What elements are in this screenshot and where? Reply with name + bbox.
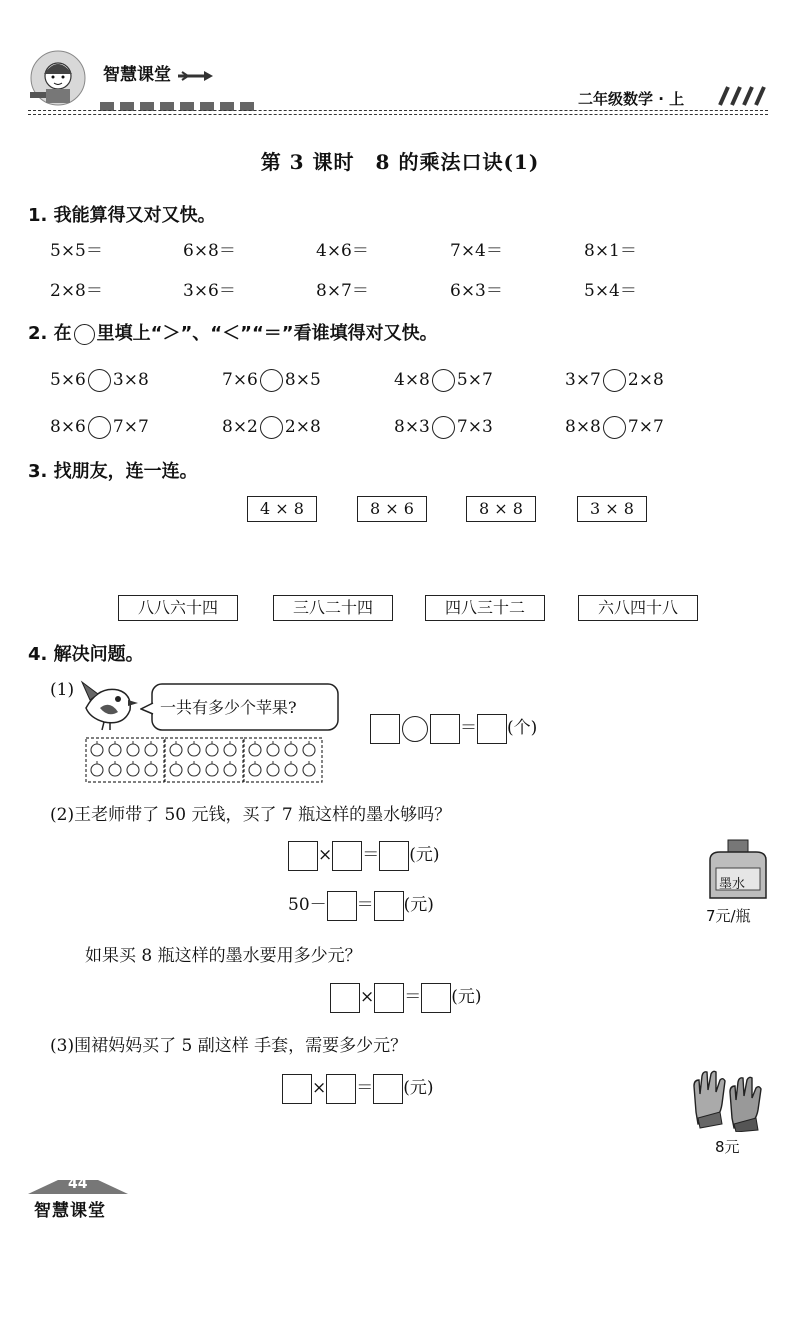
q3-expr-card[interactable]: 3 × 8 (577, 496, 647, 522)
q1-item: 6×8＝ (183, 241, 236, 261)
compare-circle[interactable] (432, 416, 455, 439)
q1-item: 2×8＝ (50, 281, 103, 301)
unit-label: (元) (403, 1078, 434, 1098)
q1-item: 5×5＝ (50, 241, 103, 261)
operator-circle[interactable] (402, 716, 428, 742)
girl-mascot-icon (22, 48, 92, 108)
equals-sign: ＝ (460, 718, 477, 738)
compare-circle[interactable] (88, 416, 111, 439)
header-arrow-icon (178, 68, 214, 87)
times-sign: × (360, 987, 375, 1007)
q4-p3-equation (282, 1073, 434, 1104)
q3-expr-card[interactable]: 8 × 6 (357, 496, 427, 522)
q1-item: 8×7＝ (316, 281, 369, 301)
q2-title (28, 319, 438, 345)
q2-right-expr: 7×7 (627, 417, 664, 437)
unit-label: (个) (507, 718, 538, 738)
q4-p2-equation-3 (330, 982, 482, 1013)
lesson-title: 第 3 课时 8 的乘法口诀(1) (260, 150, 540, 174)
compare-circle[interactable] (603, 369, 626, 392)
q1-item: 3×6＝ (183, 281, 236, 301)
gloves-icon (690, 1068, 768, 1136)
header-decor-blocks (100, 96, 260, 115)
ink-price: 7元/瓶 (706, 907, 751, 925)
header-grade-subject: 二年级数学 · 上 (578, 90, 685, 108)
q2-left-expr: 5×6 (50, 370, 86, 390)
q2-left-expr: 4×8 (394, 370, 430, 390)
answer-box[interactable] (327, 891, 357, 921)
q2-title-pre: 2. 在 (28, 323, 72, 344)
compare-circle[interactable] (260, 369, 283, 392)
q2-item (394, 369, 493, 392)
answer-box[interactable] (288, 841, 318, 871)
compare-circle[interactable] (432, 369, 455, 392)
q2-item (565, 369, 664, 392)
unit-label: (元) (403, 895, 434, 915)
equals-sign: ＝ (362, 845, 380, 865)
q4-p2-question: (2)王老师带了 50 元钱，买了 7 瓶这样的墨水够吗？ (50, 805, 452, 825)
q2-item (565, 416, 664, 439)
q3-rhyme-card[interactable]: 四八三十二 (425, 595, 545, 621)
equals-sign: ＝ (404, 987, 422, 1007)
q4-p1-label: (1) (50, 680, 75, 700)
q2-right-expr: 8×5 (284, 370, 321, 390)
answer-box[interactable] (326, 1074, 356, 1104)
header-divider (28, 110, 768, 111)
q3-rhyme-card[interactable]: 三八二十四 (273, 595, 393, 621)
q2-left-expr: 8×6 (50, 417, 86, 437)
q2-right-expr: 2×8 (284, 417, 321, 437)
equals-sign: ＝ (356, 1078, 374, 1098)
q2-item (222, 416, 321, 439)
unit-label: (元) (451, 987, 482, 1007)
header-divider-2 (28, 114, 768, 115)
answer-box[interactable] (379, 841, 409, 871)
q1-item: 8×1＝ (584, 241, 637, 261)
answer-box[interactable] (477, 714, 507, 744)
q1-title: 1. 我能算得又对又快。 (28, 205, 216, 226)
apple-box (85, 737, 325, 787)
q4-title: 4. 解决问题。 (28, 644, 144, 665)
answer-box[interactable] (374, 983, 404, 1013)
ink-bottle-icon (706, 838, 770, 906)
q4-p2-equation-2 (288, 890, 434, 921)
answer-box[interactable] (373, 1074, 403, 1104)
q4-p2-question-2: 如果买 8 瓶这样的墨水要用多少元？ (85, 946, 362, 966)
q2-left-expr: 7×6 (222, 370, 258, 390)
bird-icon (80, 672, 140, 736)
q2-item (222, 369, 321, 392)
answer-box[interactable] (421, 983, 451, 1013)
q4-p3-question: (3)围裙妈妈买了 5 副这样 手套，需要多少元？ (50, 1036, 408, 1056)
header-logo (22, 48, 92, 108)
q3-expr-card[interactable]: 8 × 8 (466, 496, 536, 522)
q2-left-expr: 8×2 (222, 417, 258, 437)
q2-left-expr: 8×8 (565, 417, 601, 437)
q2-item (50, 416, 149, 439)
q1-item: 6×3＝ (450, 281, 503, 301)
q1-item: 7×4＝ (450, 241, 503, 261)
equals-sign: ＝ (356, 895, 374, 915)
q2-right-expr: 7×3 (456, 417, 493, 437)
footer-brand: 智慧课堂 (34, 1201, 106, 1221)
q2-title-post: 里填上“＞”、“＜”“＝”看谁填得对又快。 (96, 323, 438, 344)
times-sign: × (318, 845, 333, 865)
q3-rhyme-card[interactable]: 八八六十四 (118, 595, 238, 621)
compare-circle-icon (74, 324, 95, 345)
q3-expr-card[interactable]: 4 × 8 (247, 496, 317, 522)
q3-rhyme-card[interactable]: 六八四十八 (578, 595, 698, 621)
answer-box[interactable] (282, 1074, 312, 1104)
page-number: 44 (68, 1176, 88, 1192)
q2-right-expr: 5×7 (456, 370, 493, 390)
q3-title: 3. 找朋友，连一连。 (28, 461, 198, 482)
answer-box[interactable] (370, 714, 400, 744)
q2-left-expr: 3×7 (565, 370, 601, 390)
q2-item (394, 416, 493, 439)
q2-item (50, 369, 149, 392)
compare-circle[interactable] (88, 369, 111, 392)
q2-left-expr: 8×3 (394, 417, 430, 437)
speech-text: 一共有多少个苹果? (160, 698, 297, 717)
q1-item: 4×6＝ (316, 241, 369, 261)
times-sign: × (312, 1078, 327, 1098)
header-slash-decor (714, 86, 766, 110)
ink-label: 墨水 (719, 877, 746, 892)
unit-label: (元) (409, 845, 440, 865)
answer-box[interactable] (374, 891, 404, 921)
q4-p2-equation-1 (288, 840, 440, 871)
header-brand: 智慧课堂 (103, 65, 171, 85)
q2-right-expr: 3×8 (112, 370, 149, 390)
q1-item: 5×4＝ (584, 281, 637, 301)
gloves-price: 8元 (715, 1138, 740, 1156)
answer-box[interactable] (330, 983, 360, 1013)
q4-p1-equation (370, 713, 537, 744)
minuend: 50－ (288, 895, 327, 915)
compare-circle[interactable] (260, 416, 283, 439)
answer-box[interactable] (430, 714, 460, 744)
q2-right-expr: 7×7 (112, 417, 149, 437)
compare-circle[interactable] (603, 416, 626, 439)
q2-right-expr: 2×8 (627, 370, 664, 390)
answer-box[interactable] (332, 841, 362, 871)
